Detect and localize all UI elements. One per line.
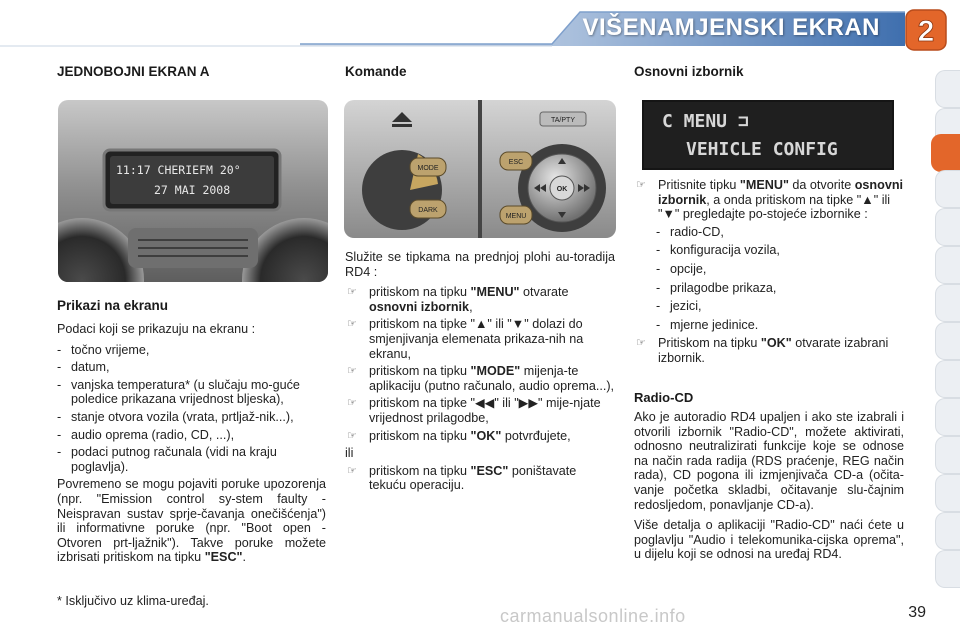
radio-controls-photo [344,100,616,238]
radio-cd-para-2: Više detalja o aplikaciji "Radio-CD" naći ćete u poglavlju "Audio i telekomunika-cijska oprema", u dijelu koji se odnosi na uređaj RD4. [634,518,904,562]
esc-keyword: "ESC" [204,550,243,565]
main-menu-keyword: osnovni izbornik [658,178,904,207]
col1-subheading: Prikazi na ekranu [57,298,169,313]
text: potvrđujete, [501,428,571,443]
display-items-list [57,343,326,475]
mode-keyword: "MODE" [470,364,521,379]
pointing-hand-icon: ☞ [636,337,646,350]
text: . [242,550,247,565]
side-tab[interactable] [935,170,960,208]
text: Pritisnite tipku [658,178,740,192]
list-item: - audio oprema (radio, CD, ...), [57,428,326,443]
list-item [345,464,615,493]
esc-label: ESC [508,159,524,166]
text: otvarate [519,285,569,300]
display-line-1: 11:17 CHERIEFM 20° [116,163,241,177]
watermark: carmanualsonline.info [500,606,686,626]
chapter-badge [904,8,948,52]
pointing-hand-icon: ☞ [347,286,357,299]
menu-items-list [656,225,904,333]
text: mijenja-te aplikaciju (putno računalo, audio oprema...), [369,364,615,393]
side-tab[interactable] [935,284,960,322]
main-menu-steps-2 [634,336,904,365]
list-item: - vanjska temperatura* (u slučaju mo-guće poledice prikazana vrijednost bljeska), [57,378,326,407]
text: poništavate tekuću operaciju. [369,463,577,493]
list-item [345,285,615,314]
text: da otvorite [788,178,855,192]
col3-heading: Osnovni izbornik [634,64,744,79]
menu-display-line-2: VEHICLE CONFIG [686,139,838,160]
text: , [469,299,473,314]
menu-item: - prilagodbe prikaza, [656,281,904,296]
col1-warning-para [57,477,326,565]
page-title: VIŠENAMJENSKI EKRAN [582,14,880,41]
controls-list-2 [345,464,615,493]
list-item [634,178,904,222]
page-number: 39 [908,604,926,621]
side-tab[interactable] [935,360,960,398]
menu-label: MENU [505,213,527,220]
ok-label: OK [556,186,568,193]
text: pritiskom na tipke "▲" ili "▼" dolazi do smjenjivanja elemenata prikaza-nih na ekranu, [369,317,584,361]
col2-intro: Služite se tipkama na prednjoj plohi au-toradija RD4 : [345,250,615,279]
side-tab[interactable] [935,436,960,474]
side-tab-active[interactable] [931,134,960,172]
controls-list [345,285,615,443]
side-tab[interactable] [935,208,960,246]
esc-keyword: "ESC" [470,463,509,478]
menu-item: - radio-CD, [656,225,904,240]
menu-display-photo [642,100,894,170]
menu-keyword: "MENU" [470,285,520,300]
text: Pritiskom na tipku [658,336,761,351]
side-tab[interactable] [935,322,960,360]
display-line-2: 27 MAI 2008 [154,183,231,197]
text: otvarate izabrani izbornik. [658,336,889,365]
text: , a onda pritiskom na tipke "▲" ili "▼" pregledajte po-stojeće izbornike : [658,192,891,222]
pointing-hand-icon: ☞ [636,179,646,191]
mode-label: MODE [417,165,439,172]
main-menu-keyword: osnovni izbornik [369,299,470,314]
side-tab[interactable] [935,246,960,284]
list-item [345,396,615,425]
ili-text: ili [345,446,354,461]
radio-cd-body [634,410,904,568]
menu-item: - konfiguracija vozila, [656,243,904,258]
pointing-hand-icon: ☞ [347,318,357,331]
pointing-hand-icon: ☞ [347,365,357,378]
list-item [634,336,904,365]
text: Povremeno se mogu pojaviti poruke upozorenja (npr. "Emission control sy-stem faulty - Neispravan sustav sprje-čavanja onečišćenja") ili informativne poruke (npr. "Boot open - Otvoren prt-ljažnik"). Takve poruke možete izbrisati pritiskom na tipku [57,477,326,565]
pointing-hand-icon: ☞ [347,429,357,442]
list-item [345,429,615,444]
col1-intro: Podaci koji se prikazuju na ekranu : [57,322,256,336]
dark-label: DARK [418,207,438,214]
side-tab[interactable] [935,398,960,436]
radio-cd-para-1: Ako je autoradio RD4 upaljen i ako ste izabrali i otvorili izbornik "Radio-CD", možete aktivirati, odnosno neutralizirati funkcije koje se odnose na način rada radija (RDS praćenje, REG način rada), CD pogona ili izmjenjivača CD-a (očita-vanje početka skladbi, očitavanje slu-čajnim redosljedom, ponavljanje CD-a). [634,410,904,512]
side-tab[interactable] [935,70,960,108]
list-item [345,364,615,393]
list-item: - stanje otvora vozila (vrata, prtljaž-nik...), [57,410,326,425]
text: pritiskom na tipku [369,285,471,300]
side-tab[interactable] [935,512,960,550]
menu-item: - opcije, [656,262,904,277]
menu-item: - mjerne jedinice. [656,318,904,333]
col1-heading: JEDNOBOJNI EKRAN A [57,64,210,79]
side-tab[interactable] [935,474,960,512]
col2-body [345,250,615,496]
text: pritiskom na tipku [369,428,471,443]
menu-keyword: "MENU" [739,178,789,192]
side-tab[interactable] [935,550,960,588]
col2-heading: Komande [345,64,407,79]
footnote: * Isključivo uz klima-uređaj. [57,594,209,608]
list-item: - podaci putnog računala (vidi na kraju poglavlja). [57,445,326,474]
list-item: - datum, [57,360,326,375]
ok-keyword: "OK" [470,428,502,443]
text: pritiskom na tipku [369,364,471,379]
pointing-hand-icon: ☞ [347,397,357,410]
list-item [345,317,615,361]
pointing-hand-icon: ☞ [347,464,357,477]
radio-cd-heading: Radio-CD [634,390,694,405]
chapter-number: 2 [917,15,935,48]
dashboard-display-photo [58,100,328,282]
ta-pty-label: TA/PTY [551,117,575,124]
menu-display-line-1: C MENU ⊐ [662,111,749,132]
col3-body [634,178,904,369]
ok-keyword: "OK" [760,336,792,351]
list-item: - točno vrijeme, [57,343,326,358]
main-menu-steps [634,178,904,222]
text: pritiskom na tipku [369,463,471,478]
menu-item: - jezici, [656,299,904,314]
col1-body [57,322,326,571]
text: pritiskom na tipke "◀◀" ili "▶▶" mije-njate vrijednost prilagodbe, [369,396,601,425]
